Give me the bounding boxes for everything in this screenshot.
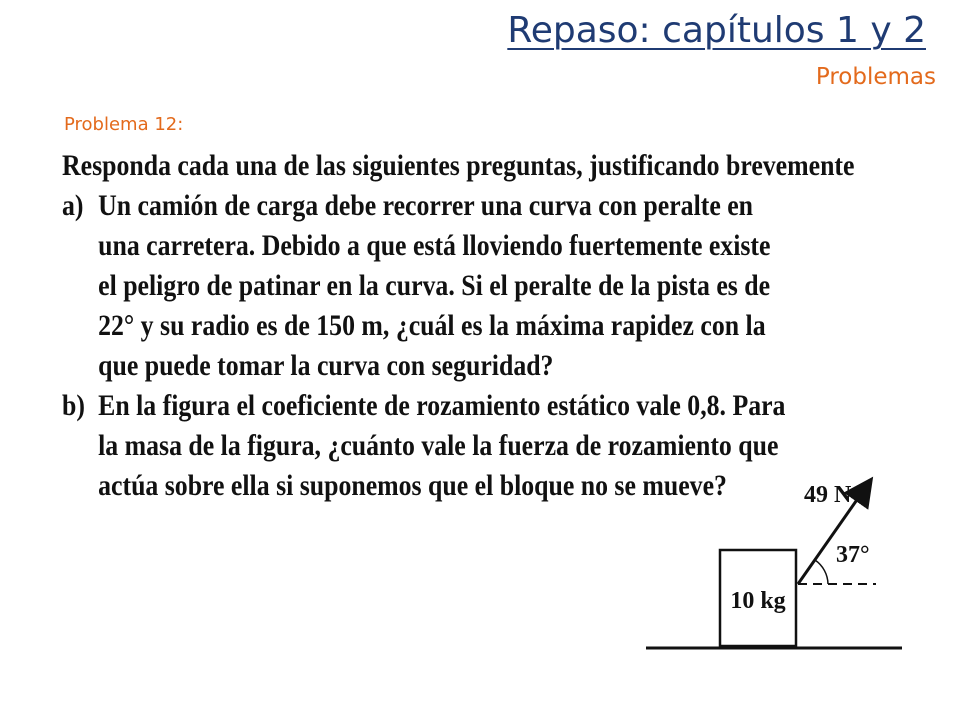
question-marker: a): [62, 189, 84, 222]
question-a: [62, 186, 790, 386]
intro-text: Responda cada una de las siguientes preguntas,: [62, 149, 590, 182]
problem-label: Problema 12:: [64, 114, 184, 135]
force-diagram: [640, 470, 910, 660]
question-text: En la figura el coeficiente de rozamiento estático vale 0,8. Para la masa de la figura, ¿cuánto vale la fuerza de rozamiento que actúa sobre ella si suponemos que el bloque no se mueve?: [98, 389, 786, 502]
angle-arc: [815, 560, 828, 584]
force-diagram-svg: [640, 470, 910, 660]
question-marker: b): [62, 389, 85, 422]
force-label: 49 N: [804, 482, 852, 508]
intro-emphasis: justificando: [589, 149, 720, 182]
intro-text-end: brevemente: [719, 149, 855, 182]
question-text: Un camión de carga debe recorrer una curva con peralte en una carretera. Debido a que está lloviendo fuertemente existe el peligro de patinar en la curva. Si el peralte de la pista es de 22° y su radio es de 150 m, ¿cuál es la máxima rapidez con la que puede tomar la curva con seguridad?: [98, 189, 771, 382]
angle-label: 37°: [836, 542, 870, 568]
block-label: 10 kg: [730, 588, 786, 614]
slide-subtitle: Problemas: [815, 64, 936, 90]
problem-intro: [62, 146, 855, 186]
slide-title: Repaso: capítulos 1 y 2: [507, 10, 926, 51]
